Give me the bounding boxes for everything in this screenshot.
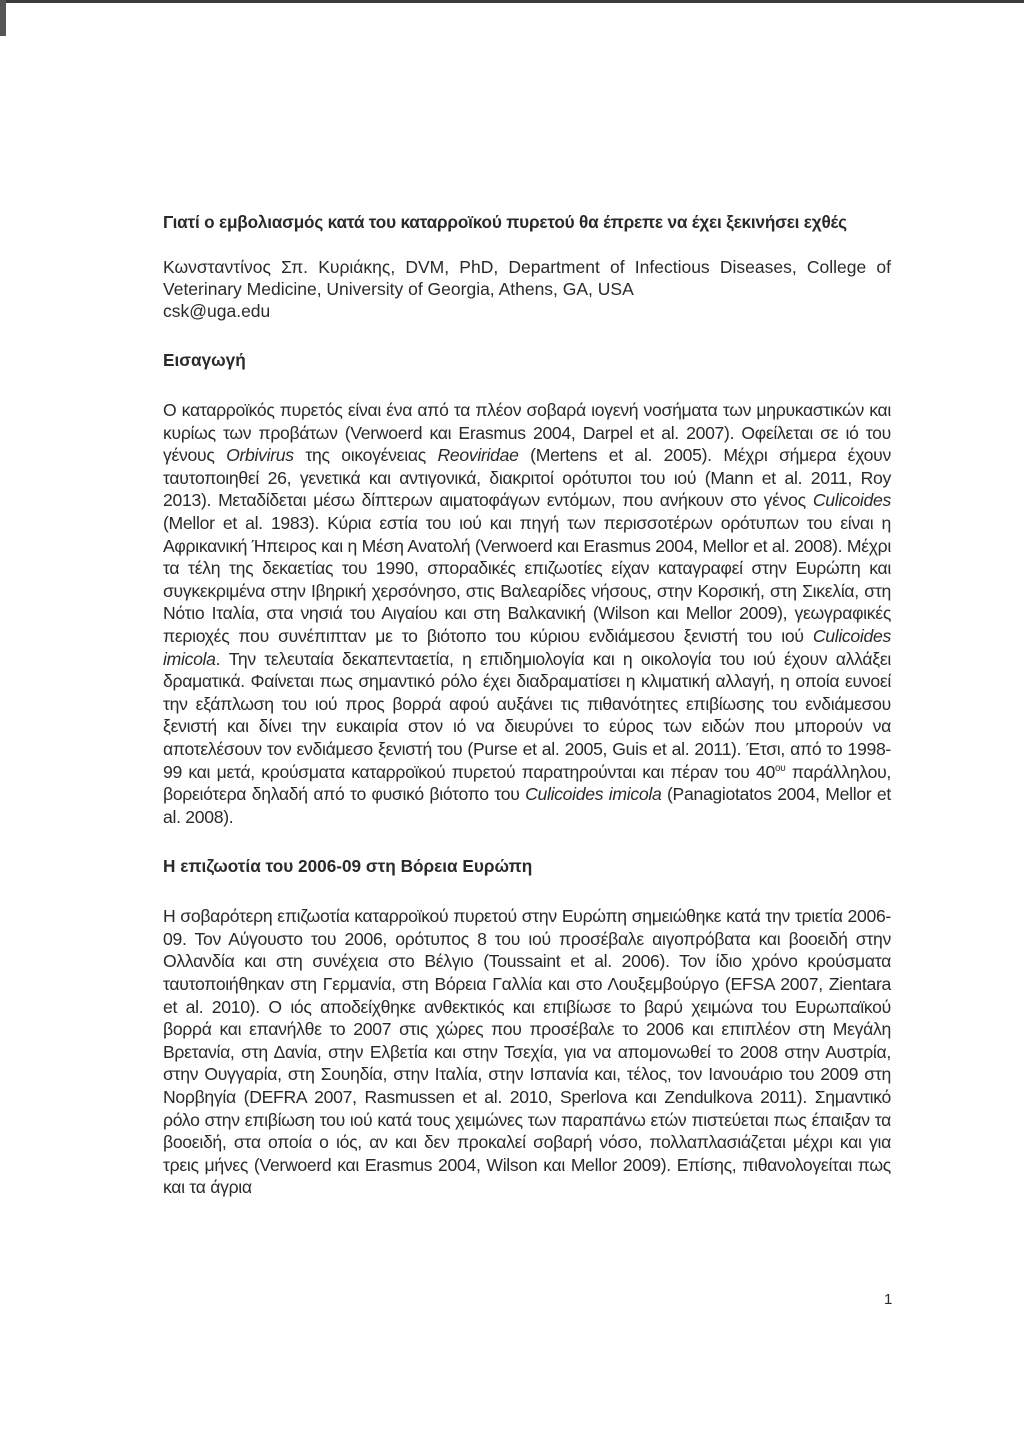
section-heading-introduction: Εισαγωγή <box>163 350 246 370</box>
text-run: παράλληλου, βορειότερα δηλαδή από το φυσικό βιότοπο του <box>163 761 892 805</box>
text-run: (Panagiotatos 2004, Mellor et al. 2008). <box>163 784 891 827</box>
text-run: (Mertens et al. 2005). Μέχρι σήμερα έχουν ταυτοποιηθεί 26, γενετικά και αντιγονικά, διακριτοί ορότυποι του ιού (Mann et al. 2011, Roy 2013). Μεταδίδεται μέσω δίπτερων αιματοφάγων εντόμων, που ανήκουν στο γένος <box>163 445 891 511</box>
family-name: Reoviridae <box>437 445 519 466</box>
author-block <box>163 256 891 322</box>
species-name: Culicoides imicola <box>525 784 662 805</box>
text-run: Ο καταρροϊκός πυρετός είναι ένα από τα πλέον σοβαρά ιογενή νοσήματα των μηρυκαστικών και κυρίως των προβάτων (Verwoerd και Erasmus 2004, Darpel et al. 2007). Οφείλεται σε ιό του γένους <box>163 400 891 466</box>
scan-border-left <box>0 0 6 36</box>
author-affiliation: Κωνσταντίνος Σπ. Κυριάκης, DVM, PhD, Department of Infectious Diseases, College of Veterinary Medicine, University of Georgia, Athens, GA, USA <box>163 257 891 299</box>
genus-name: Orbivirus <box>226 445 294 466</box>
scan-border-top <box>0 0 1024 3</box>
section-heading-epizootic: Η επιζωοτία του 2006-09 στη Βόρεια Ευρώπη <box>163 856 533 877</box>
epizootic-paragraph: Η σοβαρότερη επιζωοτία καταρροϊκού πυρετού στην Ευρώπη σημειώθηκε κατά την τριετία 2006-09. Τον Αύγουστο του 2006, ορότυπος 8 του ιού προσέβαλε αιγοπρόβατα και βοοειδή στην Ολλανδία και στη συνέχεια στο Βέλγιο (Toussaint et al. 2006). Τον ίδιο χρόνο κρούσματα ταυτοποιήθηκαν στη Γερμανία, στη Βόρεια Γαλλία και στο Λουξεμβούργο (EFSA 2007, Zientara et al. 2010). Ο ιός αποδείχθηκε ανθεκτικός και επιβίωσε το βαρύ χειμώνα του Ευρωπαϊκού βορρά και επανήλθε το 2007 στις χώρες που προσέβαλε το 2006 και επιπλέον στη Μεγάλη Βρετανία, στη Δανία, στην Ελβετία και στην Τσεχία, για να απομονωθεί το 2008 στην Αυστρία, στην Ουγγαρία, στη Σουηδία, στην Ιταλία, στην Ισπανία και, τέλος, τον Ιανουάριο του 2009 στη Νορβηγία (DEFRA 2007, Rasmussen et al. 2010, Sperlova και Zendulkova 2011). Σημαντικό ρόλο στην επιβίωση του ιού κατά τους χειμώνες των παραπάνω ετών πιστεύεται πως έπαιξαν τα βοοειδή, στα οποία ο ιός, αν και δεν προκαλεί σοβαρή νόσο, πολλαπλασιάζεται μέχρι και για τρεις μήνες (Verwoerd και Erasmus 2004, Wilson και Mellor 2009). Επίσης, πιθανολογείται πως και τα άγρια <box>163 906 891 1198</box>
ordinal-superscript: ου <box>774 762 786 774</box>
document-page <box>163 210 891 1217</box>
document-title: Γιατί ο εμβολιασμός κατά του καταρροϊκού πυρετού θα έπρεπε να έχει ξεκινήσει εχθές <box>163 212 847 232</box>
page-number: 1 <box>884 1291 893 1308</box>
text-run: (Mellor et al. 1983). Κύρια εστία του ιού και πηγή των περισσοτέρων ορότυπων του είναι η Αφρικανική Ήπειρος και η Μέση Ανατολή (Verwoerd και Erasmus 2004, Mellor et al. 2008). Μέχρι τα τέλη της δεκαετίας του 1990, σποραδικές επιζωοτίες είχαν καταγραφεί στην Ευρώπη και συγκεκριμένα στην Ιβηρική χερσόνησο, στις Βαλεαρίδες νήσους, στην Κορσική, στη Σικελία, στη Νότιο Ιταλία, στα νησιά του Αιγαίου και στη Βαλκανική (Wilson και Mellor 2009), γεωγραφικές περιοχές που συνέπιπταν με το βιότοπο του κύριου ενδιάμεσου ξενιστή του ιού <box>163 512 891 646</box>
species-name: Culicoides imicola <box>163 625 891 669</box>
introduction-paragraph <box>163 399 891 828</box>
text-run: . Την τελευταία δεκαπενταετία, η επιδημιολογία και η οικολογία του ιού έχουν αλλάξει δραματικά. Φαίνεται πως σημαντικό ρόλο έχει διαδραματίσει η κλιματική αλλαγή, η οποία ευνοεί την εξάπλωση του ιού προς βορρά αφού αυξάνει τις πιθανότητες επιβίωσης του ενδιάμεσου ξενιστή και δίνει την ευκαιρία στον ιό να διευρύνει το εύρος των ειδών που μπορούν να αποτελέσουν τον ενδιάμεσο ξενιστή του (Purse et al. 2005, Guis et al. 2011). Έτσι, από το 1998-99 και μετά, κρούσματα καταρροϊκού πυρετού παρατηρούνται και πέραν του 40 <box>163 648 891 782</box>
text-run: της οικογένειας <box>293 445 438 466</box>
author-email[interactable]: csk@uga.edu <box>163 301 271 321</box>
genus-name: Culicoides <box>812 490 891 511</box>
